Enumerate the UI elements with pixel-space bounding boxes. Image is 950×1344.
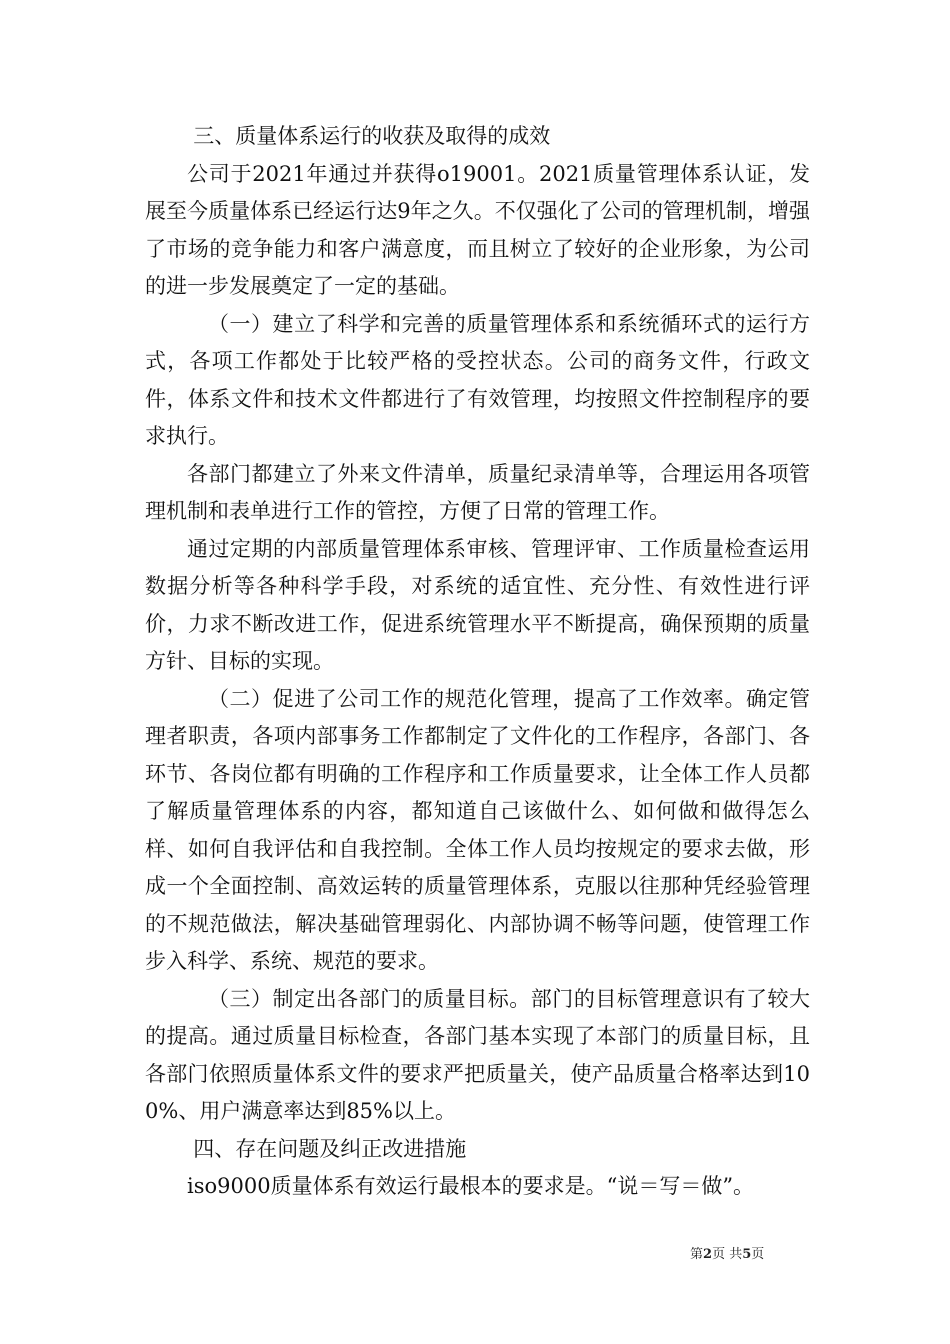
- paragraph-point-3: （三）制定出各部门的质量目标。部门的目标管理意识有了较大的提高。通过质量目标检查，各部门基本实现了本部门的质量目标，且各部门依照质量体系文件的要求严把质量关，使产品质量合格率达到100%、用户满意率达到85%以上。: [145, 986, 810, 1123]
- section-heading-4: 四、存在问题及纠正改进措施: [193, 1136, 467, 1161]
- page-prefix: 第: [690, 1247, 704, 1262]
- page-total-number: 5: [742, 1247, 752, 1262]
- paragraph-point-1: （一）建立了科学和完善的质量管理体系和系统循环式的运行方式，各项工作都处于比较严格的受控状态。公司的商务文件，行政文件，体系文件和技术文件都进行了有效管理，均按照文件控制程序的要求执行。: [145, 311, 810, 448]
- paragraph-point-2: （二）促进了公司工作的规范化管理，提高了工作效率。确定管理者职责，各项内部事务工作都制定了文件化的工作程序，各部门、各环节、各岗位都有明确的工作程序和工作质量要求，让全体工作人员都了解质量管理体系的内容，都知道自己该做什么、如何做和做得怎么样、如何自我评估和自我控制。全体工作人员均按规定的要求去做，形成一个全面控制、高效运转的质量管理体系，克服以往那种凭经验管理的不规范做法，解决基础管理弱化、内部协调不畅等问题，使管理工作步入科学、系统、规范的要求。: [145, 686, 810, 973]
- section-heading-3: 三、质量体系运行的收获及取得的成效: [193, 124, 551, 148]
- document-body: [145, 118, 810, 1206]
- page-current-number: 2: [703, 1247, 713, 1262]
- paragraph-document-lists: 各部门都建立了外来文件清单，质量纪录清单等，合理运用各项管理机制和表单进行工作的管控，方便了日常的管理工作。: [145, 461, 810, 523]
- paragraph-certification: 公司于2021年通过并获得o19001。2021质量管理体系认证，发展至今质量体系已经运行达9年之久。不仅强化了公司的管理机制，增强了市场的竞争能力和客户满意度，而且树立了较好的企业形象，为公司的进一步发展奠定了一定的基础。: [145, 161, 810, 298]
- paragraph-internal-audit: 通过定期的内部质量管理体系审核、管理评审、工作质量检查运用数据分析等各种科学手段，对系统的适宜性、充分性、有效性进行评价，力求不断改进工作，促进系统管理水平不断提高，确保预期的质量方针、目标的实现。: [145, 536, 810, 673]
- page-suffix: 页: [751, 1247, 765, 1262]
- paragraph-iso9000: iso9000质量体系有效运行最根本的要求是。“说＝写＝做”。: [187, 1174, 755, 1198]
- page-footer: [690, 1246, 830, 1264]
- page-mid: 页 共: [712, 1247, 743, 1262]
